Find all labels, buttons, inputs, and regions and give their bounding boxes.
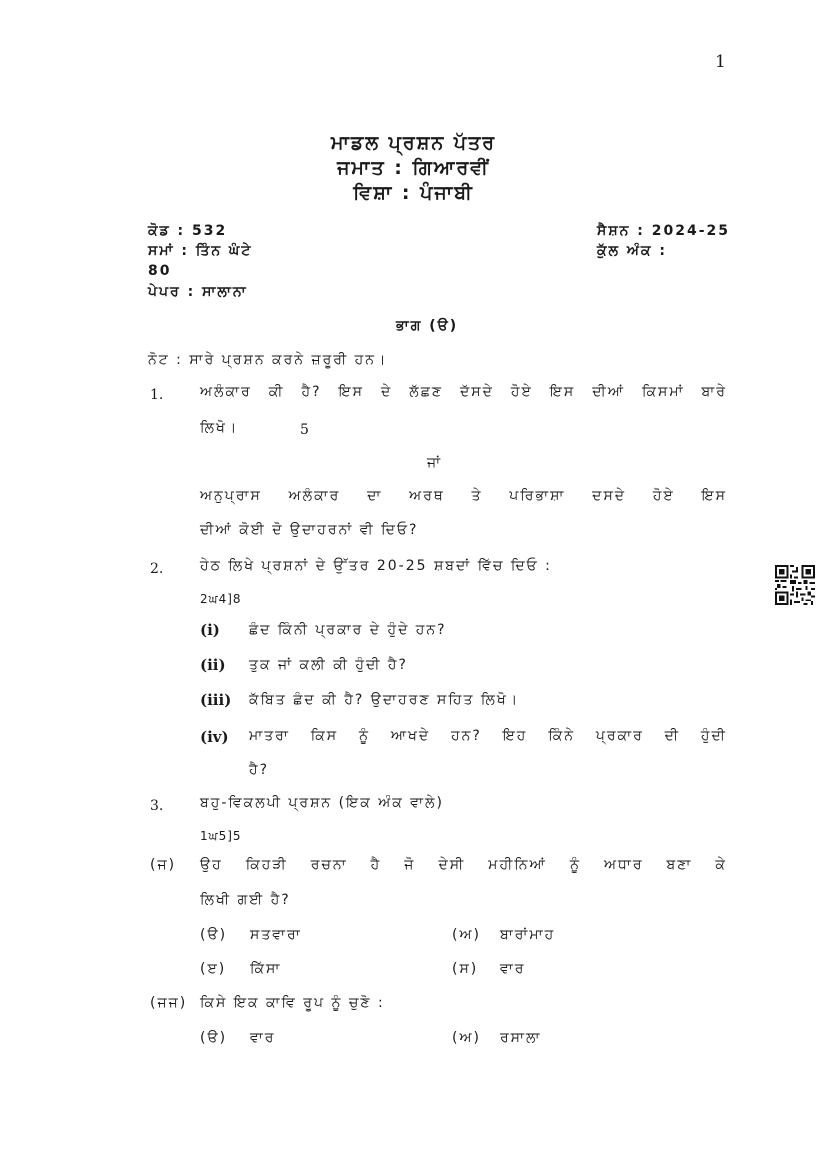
- question-2-marks: 2ਘ4]8: [200, 592, 242, 606]
- q2-item-3-label: (iii): [200, 691, 232, 709]
- q3-sub-2-option-a-label: (ੳ): [200, 1030, 228, 1046]
- or-separator: ਜਾਂ: [427, 455, 443, 471]
- q3-sub-1-line-2: ਲਿਖੀ ਗਈ ਹੈ?: [200, 892, 291, 908]
- q2-item-4-line-1: ਮਾਤਰਾ ਕਿਸ ਨੂੰ ਆਖਦੇ ਹਨ? ਇਹ ਕਿੰਨੇ ਪ੍ਰਕਾਰ ਦੀ ਹੁੰਦੀ: [249, 728, 727, 744]
- paper-title: ਮਾਡਲ ਪ੍ਰਸ਼ਨ ਪੱਤਰ: [330, 132, 497, 154]
- question-1-marks: 5: [300, 422, 309, 438]
- q3-sub-1-option-c-text: ਕਿੱਸਾ: [250, 961, 282, 977]
- section-heading: ਭਾਗ (ੳ): [396, 318, 459, 334]
- session: ਸੈਸ਼ਨ : 2024-25: [597, 223, 731, 239]
- total-marks-label: ਕੁੱਲ ਅੰਕ :: [597, 243, 667, 259]
- q2-item-4-label: (iv): [200, 728, 229, 746]
- q3-sub-1-option-d-label: (ਸ): [452, 961, 479, 977]
- q2-item-3-text: ਕੱਬਿਤ ਛੰਦ ਕੀ ਹੈ? ਉਦਾਹਰਣ ਸਹਿਤ ਲਿਖੋ।: [249, 692, 520, 708]
- q3-sub-1-option-c-label: (ੲ): [200, 961, 227, 977]
- q3-sub-2-option-a-text: ਵਾਰ: [250, 1030, 276, 1046]
- question-2-number: 2.: [150, 561, 164, 577]
- class-line: ਜਮਾਤ : ਗਿਆਰਵੀਂ: [337, 157, 490, 179]
- q3-sub-1-option-b-label: (ਅ): [452, 927, 481, 943]
- question-3-marks: 1ਘ5]5: [200, 829, 242, 843]
- q2-item-2-label: (ii): [200, 656, 226, 674]
- instruction-note: ਨੋਟ : ਸਾਰੇ ਪ੍ਰਸ਼ਨ ਕਰਨੇ ਜ਼ਰੂਰੀ ਹਨ।: [148, 352, 388, 368]
- time-allowed: ਸਮਾਂ : ਤਿੰਨ ਘੰਟੇ: [148, 243, 253, 259]
- q3-sub-2-label: (ਜਜ): [150, 995, 188, 1011]
- paper-code: ਕੋਡ : 532: [148, 223, 228, 239]
- question-2-text: ਹੇਠ ਲਿਖੇ ਪ੍ਰਸ਼ਨਾਂ ਦੇ ਉੱਤਰ 20-25 ਸ਼ਬਦਾਂ ਵਿੱਚ ਦਿਓ :: [200, 558, 552, 574]
- q3-sub-1-label: (ਜ): [150, 857, 177, 873]
- q2-item-1-label: (i): [200, 621, 220, 639]
- q3-sub-2-text: ਕਿਸੇ ਇਕ ਕਾਵਿ ਰੂਪ ਨੂੰ ਚੁਣੋ :: [200, 995, 385, 1011]
- question-1-number: 1.: [150, 387, 164, 403]
- q3-sub-1-option-d-text: ਵਾਰ: [500, 961, 526, 977]
- q3-sub-1-option-b-text: ਬਾਰਾਂਮਾਹ: [500, 927, 556, 943]
- q3-sub-2-option-b-label: (ਅ): [452, 1030, 481, 1046]
- paper-type: ਪੇਪਰ : ਸਾਲਾਨਾ: [148, 284, 248, 300]
- q3-sub-1-option-a-text: ਸਤਵਾਰਾ: [250, 927, 302, 943]
- subject-line: ਵਿਸ਼ਾ : ਪੰਜਾਬੀ: [353, 182, 474, 204]
- q3-sub-1-option-a-label: (ੳ): [200, 927, 228, 943]
- q2-item-2-text: ਤੁਕ ਜਾਂ ਕਲੀ ਕੀ ਹੁੰਦੀ ਹੈ?: [249, 657, 408, 673]
- question-3-number: 3.: [150, 798, 164, 814]
- q2-item-1-text: ਛੰਦ ਕਿੰਨੀ ਪ੍ਰਕਾਰ ਦੇ ਹੁੰਦੇ ਹਨ?: [249, 622, 447, 638]
- q3-sub-2-option-b-text: ਰਸਾਲਾ: [500, 1030, 542, 1046]
- total-marks-value: 80: [148, 263, 172, 279]
- question-3-text: ਬਹੁ-ਵਿਕਲਪੀ ਪ੍ਰਸ਼ਨ (ਇਕ ਅੰਕ ਵਾਲੇ): [200, 795, 444, 811]
- question-1-alt-line-1: ਅਨੁਪ੍ਰਾਸ ਅਲੰਕਾਰ ਦਾ ਅਰਥ ਤੇ ਪਰਿਭਾਸ਼ਾ ਦਸਦੇ ਹੋਏ ਇਸ: [200, 488, 727, 504]
- q3-sub-1-line-1: ਉਹ ਕਿਹੜੀ ਰਚਨਾ ਹੈ ਜੋ ਦੇਸੀ ਮਹੀਨਿਆਂ ਨੂੰ ਅਧਾਰ ਬਣਾ ਕੇ: [200, 857, 727, 873]
- q2-item-4-line-2: ਹੈ?: [249, 762, 270, 778]
- question-1-alt-line-2: ਦੀਆਂ ਕੋਈ ਦੋ ਉਦਾਹਰਨਾਂ ਵੀ ਦਿਓ?: [200, 522, 419, 538]
- question-1-line-1: ਅਲੰਕਾਰ ਕੀ ਹੈ? ਇਸ ਦੇ ਲੱਛਣ ਦੱਸਦੇ ਹੋਏ ਇਸ ਦੀਆਂ ਕਿਸਮਾਂ ਬਾਰੇ: [200, 384, 727, 400]
- question-1-line-2: ਲਿਖੋ।: [200, 420, 239, 436]
- page-number: 1: [715, 52, 726, 72]
- qr-code-icon: [775, 565, 815, 605]
